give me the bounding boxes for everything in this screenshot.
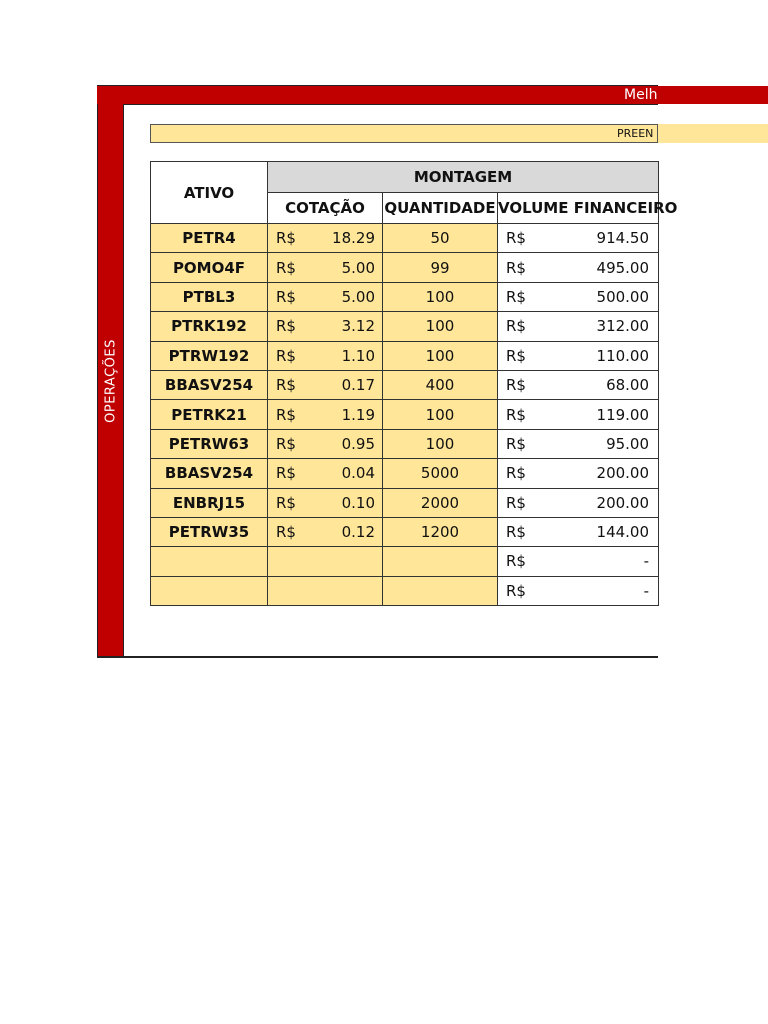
cotacao-cell[interactable]	[268, 341, 383, 370]
currency-symbol: R$	[506, 493, 526, 512]
instruction-bar	[150, 124, 658, 143]
ativo-cell[interactable]: BBASV254	[151, 459, 268, 488]
quantidade-cell[interactable]: 100	[383, 429, 498, 458]
sheet-title: Melh	[624, 87, 658, 103]
volume-value	[498, 317, 658, 335]
currency-symbol: R$	[506, 405, 526, 424]
ativo-cell[interactable]: PETRW35	[151, 517, 268, 546]
volume-amount: -	[643, 581, 650, 600]
cotacao-cell[interactable]	[268, 488, 383, 517]
volume-value	[498, 259, 658, 277]
currency-symbol: R$	[276, 229, 296, 248]
cotacao-amount: 1.19	[341, 405, 375, 424]
volume-financeiro-cell	[498, 429, 659, 458]
currency-symbol: R$	[276, 258, 296, 277]
quantidade-cell[interactable]: 99	[383, 253, 498, 282]
volume-amount: 95.00	[606, 434, 650, 453]
frame-bottom-border	[97, 656, 658, 658]
volume-value	[498, 582, 658, 600]
quantidade-cell[interactable]: 1200	[383, 517, 498, 546]
ativo-cell[interactable]: PETRK21	[151, 400, 268, 429]
volume-financeiro-cell	[498, 576, 659, 605]
volume-amount: 110.00	[596, 346, 650, 365]
volume-value	[498, 347, 658, 365]
currency-symbol: R$	[506, 581, 526, 600]
table-row	[151, 370, 659, 399]
cotacao-amount: 0.10	[341, 493, 375, 512]
volume-value	[498, 288, 658, 306]
currency-symbol: R$	[506, 552, 526, 571]
quantidade-cell[interactable]: 100	[383, 282, 498, 311]
ativo-cell[interactable]: BBASV254	[151, 370, 268, 399]
currency-symbol: R$	[506, 434, 526, 453]
cotacao-cell[interactable]	[268, 370, 383, 399]
volume-financeiro-cell	[498, 400, 659, 429]
table-row	[151, 576, 659, 605]
cotacao-header: COTAÇÃO	[268, 193, 383, 224]
volume-amount: 500.00	[596, 287, 650, 306]
quantidade-cell[interactable]: 100	[383, 400, 498, 429]
currency-symbol: R$	[276, 376, 296, 395]
volume-value	[498, 406, 658, 424]
currency-symbol: R$	[276, 493, 296, 512]
quantidade-cell[interactable]: 5000	[383, 459, 498, 488]
currency-symbol: R$	[506, 346, 526, 365]
volume-amount: 312.00	[596, 317, 650, 336]
table-row	[151, 400, 659, 429]
ativo-cell[interactable]	[151, 547, 268, 576]
cotacao-amount: 18.29	[332, 229, 375, 248]
table-row	[151, 459, 659, 488]
volume-financeiro-cell	[498, 282, 659, 311]
table-row	[151, 253, 659, 282]
montagem-header: MONTAGEM	[268, 162, 659, 193]
currency-symbol: R$	[506, 287, 526, 306]
currency-symbol: R$	[276, 434, 296, 453]
currency-symbol: R$	[276, 523, 296, 542]
ativo-cell[interactable]: PTRW192	[151, 341, 268, 370]
volume-financeiro-cell	[498, 459, 659, 488]
cotacao-cell[interactable]	[268, 576, 383, 605]
cotacao-value	[268, 494, 382, 512]
table-row	[151, 517, 659, 546]
cotacao-cell[interactable]	[268, 282, 383, 311]
volume-financeiro-cell	[498, 253, 659, 282]
volume-financeiro-cell	[498, 224, 659, 253]
quantidade-cell[interactable]	[383, 576, 498, 605]
currency-symbol: R$	[506, 229, 526, 248]
volume-value	[498, 376, 658, 394]
table-body	[151, 224, 659, 606]
ativo-cell[interactable]: PETRW63	[151, 429, 268, 458]
quantidade-cell[interactable]: 400	[383, 370, 498, 399]
cotacao-cell[interactable]	[268, 459, 383, 488]
volume-amount: 119.00	[596, 405, 650, 424]
cotacao-amount: 3.12	[341, 317, 375, 336]
table-row	[151, 224, 659, 253]
cotacao-value	[268, 435, 382, 453]
volume-amount: 495.00	[596, 258, 650, 277]
volume-amount: 200.00	[596, 493, 650, 512]
cotacao-cell[interactable]	[268, 224, 383, 253]
volume-financeiro-cell	[498, 312, 659, 341]
volume-value	[498, 523, 658, 541]
cotacao-cell[interactable]	[268, 517, 383, 546]
cotacao-value	[268, 523, 382, 541]
cotacao-cell[interactable]	[268, 253, 383, 282]
currency-symbol: R$	[276, 405, 296, 424]
operations-table	[150, 161, 678, 606]
currency-symbol: R$	[276, 287, 296, 306]
volume-value	[498, 494, 658, 512]
cotacao-value	[268, 317, 382, 335]
currency-symbol: R$	[276, 346, 296, 365]
volume-amount: 200.00	[596, 464, 650, 483]
currency-symbol: R$	[506, 258, 526, 277]
volume-financeiro-cell	[498, 370, 659, 399]
volume-value	[498, 552, 658, 570]
volume-amount: 68.00	[606, 376, 650, 395]
quantidade-cell[interactable]: 2000	[383, 488, 498, 517]
volume-value	[498, 464, 658, 482]
cotacao-value	[268, 464, 382, 482]
cotacao-value	[268, 229, 382, 247]
ativo-cell[interactable]: ENBRJ15	[151, 488, 268, 517]
volume-amount: 914.50	[596, 229, 650, 248]
title-bar	[97, 85, 658, 105]
cotacao-amount: 0.04	[341, 464, 375, 483]
volume-amount: 144.00	[596, 523, 650, 542]
table-header-row	[151, 162, 659, 193]
ativo-header: ATIVO	[151, 162, 268, 224]
volume-financeiro-cell	[498, 488, 659, 517]
quantidade-cell[interactable]: 50	[383, 224, 498, 253]
volume-value	[498, 435, 658, 453]
volume-value	[498, 229, 658, 247]
table-row	[151, 341, 659, 370]
volume-financeiro-cell	[498, 341, 659, 370]
cotacao-cell[interactable]	[268, 429, 383, 458]
table-row	[151, 429, 659, 458]
currency-symbol: R$	[276, 317, 296, 336]
volume-amount: -	[643, 552, 650, 571]
currency-symbol: R$	[506, 317, 526, 336]
quantidade-cell[interactable]: 100	[383, 341, 498, 370]
instruction-text: PREEN	[617, 127, 654, 140]
cotacao-value	[268, 406, 382, 424]
cotacao-value	[268, 347, 382, 365]
table-row	[151, 312, 659, 341]
table-row	[151, 282, 659, 311]
cotacao-amount: 1.10	[341, 346, 375, 365]
quantidade-cell[interactable]	[383, 547, 498, 576]
currency-symbol: R$	[506, 523, 526, 542]
quantidade-cell[interactable]: 100	[383, 312, 498, 341]
table-row	[151, 488, 659, 517]
ativo-cell[interactable]: PETR4	[151, 224, 268, 253]
ativo-cell[interactable]: PTRK192	[151, 312, 268, 341]
volume-financeiro-cell	[498, 547, 659, 576]
table-row	[151, 547, 659, 576]
cotacao-cell[interactable]	[268, 547, 383, 576]
cotacao-amount: 5.00	[341, 287, 375, 306]
currency-symbol: R$	[506, 464, 526, 483]
cotacao-amount: 0.12	[341, 523, 375, 542]
cotacao-amount: 0.17	[341, 376, 375, 395]
cotacao-value	[268, 376, 382, 394]
quantidade-header: QUANTIDADE	[383, 193, 498, 224]
volume-financeiro-cell	[498, 517, 659, 546]
cotacao-cell[interactable]	[268, 312, 383, 341]
cotacao-value	[268, 288, 382, 306]
cotacao-amount: 5.00	[341, 258, 375, 277]
ativo-cell[interactable]: PTBL3	[151, 282, 268, 311]
side-label-operacoes: OPERAÇÕES	[103, 339, 119, 423]
cotacao-cell[interactable]	[268, 400, 383, 429]
cotacao-amount: 0.95	[341, 434, 375, 453]
currency-symbol: R$	[276, 464, 296, 483]
volume-financeiro-header: VOLUME FINANCEIRO	[498, 193, 659, 224]
ativo-cell[interactable]: POMO4F	[151, 253, 268, 282]
ativo-cell[interactable]	[151, 576, 268, 605]
currency-symbol: R$	[506, 376, 526, 395]
cotacao-value	[268, 259, 382, 277]
